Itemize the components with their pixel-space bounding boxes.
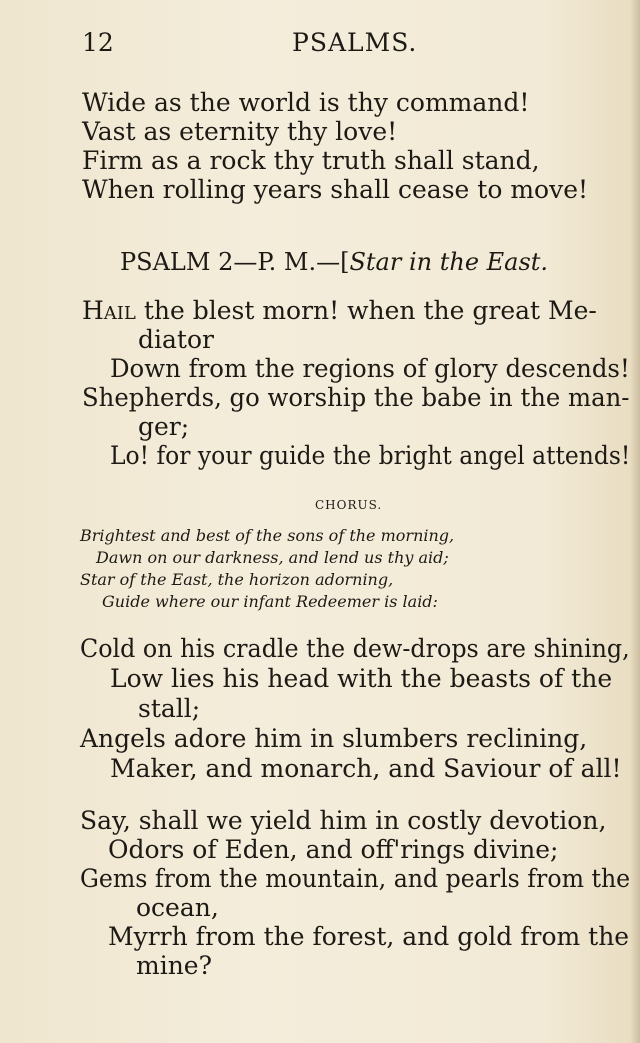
intro-line-3: Firm as a rock thy truth shall stand,: [82, 146, 540, 175]
stanza1-line-2: Down from the regions of glory descends!: [110, 354, 630, 383]
chorus-line-1: Brightest and best of the sons of the morning,: [80, 526, 455, 545]
stanza3-line-1: Say, shall we yield him in costly devotion,: [80, 806, 607, 835]
chorus-line-2: Dawn on our darkness, and lend us thy aid;: [96, 548, 449, 567]
intro-line-4: When rolling years shall cease to move!: [82, 175, 589, 204]
stanza1-line-4: Lo! for your guide the bright angel attends!: [110, 441, 631, 470]
stanza3-line-4b: mine?: [136, 951, 213, 980]
stanza1-line-3: Shepherds, go worship the babe in the man-: [82, 383, 630, 412]
stanza1-line-1-rest: the blest morn! when the great Me-: [135, 296, 597, 325]
chorus-line-4: Guide where our infant Redeemer is laid:: [102, 592, 438, 611]
intro-line-1: Wide as the world is thy command!: [82, 88, 530, 117]
stanza1-line-1: [82, 296, 597, 325]
psalm-title-prefix: PSALM 2—P. M.—[: [120, 248, 350, 276]
page-number: 12: [82, 28, 114, 57]
stanza1-line-3b: ger;: [138, 412, 190, 441]
chorus-label: CHORUS.: [315, 498, 383, 512]
psalm-tune-name: Star in the East.: [349, 248, 549, 276]
stanza1-line-1b: diator: [138, 325, 214, 354]
stanza3-line-2: Odors of Eden, and off'rings divine;: [108, 835, 559, 864]
chorus-line-3: Star of the East, the horizon adorning,: [80, 570, 394, 589]
running-title: PSALMS.: [292, 28, 418, 57]
stanza3-line-3b: ocean,: [136, 893, 219, 922]
psalm-title: [120, 248, 548, 276]
page-header: [82, 28, 622, 68]
stanza3-line-4: Myrrh from the forest, and gold from the: [108, 922, 630, 951]
stanza2-line-4: Maker, and monarch, and Saviour of all!: [110, 754, 622, 783]
drop-word: Hail: [82, 296, 136, 325]
stanza2-line-2b: stall;: [138, 694, 201, 723]
stanza2-line-1: Cold on his cradle the dew-drops are shining,: [80, 634, 630, 663]
stanza2-line-3: Angels adore him in slumbers reclining,: [80, 724, 588, 753]
intro-line-2: Vast as eternity thy love!: [82, 117, 398, 146]
stanza2-line-2: Low lies his head with the beasts of the: [110, 664, 613, 693]
page-edge-shadow: [630, 0, 640, 1043]
stanza3-line-3: Gems from the mountain, and pearls from the: [80, 864, 631, 893]
